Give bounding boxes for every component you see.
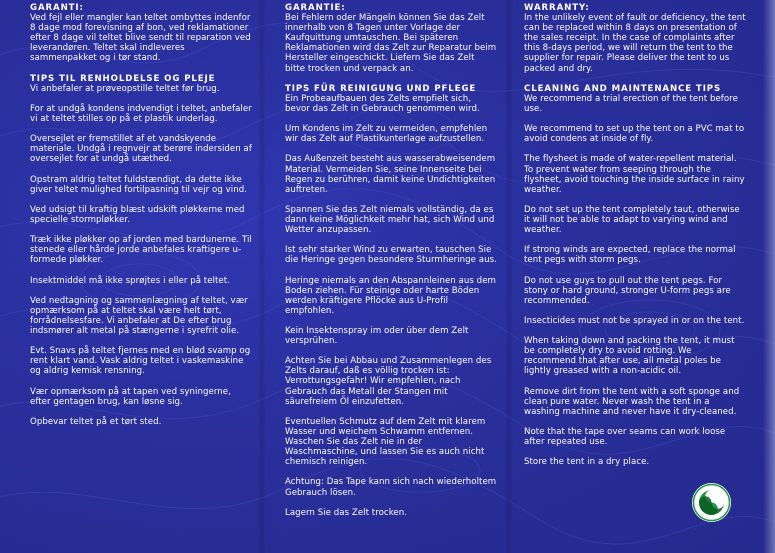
paragraph: Do not use guys to pull out the tent pegs. For stony or hard ground, stronger U-form pegs are recommended. <box>524 275 731 306</box>
paragraph: Do not set up the tent completely taut, otherwise it will not be able to adapt to varying wind and weather. <box>524 204 740 236</box>
paragraph: Ved nedtagning og sammenlægning af teltet, vær opmærksom på at teltet skal være helt tørt, forrådnelsesfare. Vi anbefaler at De efter brug indsmører alt metal på stængerne i syrefrit olie. <box>30 295 248 336</box>
paragraph: Remove dirt from the tent with a soft sponge and clean pure water. Never wash the tent in a washing machine and never have it dry-cleaned. <box>524 386 740 417</box>
paragraph: Spannen Sie das Zelt niemals vollständig, da es dann keine Möglichkeit mehr hat, sich Wind und Wetter anzupassen. <box>285 204 495 236</box>
paragraph: Opbevar teltet på et tørt sted. <box>30 416 162 427</box>
paragraph: Ved udsigt til kraftig blæst udskift pløkkerne med specielle stormpløkker. <box>30 204 245 225</box>
warranty-heading-german: GARANTIE: <box>285 3 346 13</box>
paragraph: Ist sehr starker Wind zu erwarten, tauschen Sie die Heringe gegen besondere Sturmheringe aus. <box>285 245 497 266</box>
paragraph: Insektmiddel må ikke sprøjtes i eller på teltet. <box>30 275 230 286</box>
german-column <box>285 3 497 528</box>
paragraph: Note that the tape over seams can work loose after repeated use. <box>524 426 726 448</box>
paragraph: Das Außenzeit besteht aus wasserabweisendem Material. Vermeiden Sie, seine Innenseite bei Regen zu berühren, damit keine Undichtigkeiten auftreten. <box>285 154 496 195</box>
paragraph: Achten Sie bei Abbau und Zusammenlegen des Zelts darauf, daß es völlig trocken ist: Verrottungsgefahr! Wir empfehlen, nach Gebrauch das Metall der Stangen mit säurefreiem Öl einzufetten. <box>285 356 492 407</box>
fold-line-right <box>505 0 513 553</box>
tips-heading-german: TIPS FÜR REINIGUNG UND PFLEGE <box>285 83 477 94</box>
tips-heading-english: CLEANING AND MAINTENANCE TIPS <box>524 83 722 94</box>
paper-edge <box>763 0 775 553</box>
paragraph: Oversejlet er fremstillet af et vandskyende materiale. Undgå i regnvejr at berøre indersiden af oversejlet for at undgå utæthed. <box>30 134 252 165</box>
warranty-text-danish: Ved fejl eller mangler kan teltet ombyttes indenfor 8 dage mod forevisning af bon, ved reklamationer efter 8 dage vil teltet blive sendt til reparation ved leverandøren. Teltet skal indleveres sammenpakket og i tør stand. <box>30 13 251 64</box>
paragraph: For at undgå kondens indvendigt i teltet, anbefaler vi at teltet stilles op på et plastik underlag. <box>30 103 252 125</box>
tips-heading-danish: TIPS TIL RENHOLDELSE OG PLEJE <box>30 73 216 84</box>
paragraph: Lagern Sie das Zelt trocken. <box>285 507 408 518</box>
paragraph: When taking down and packing the tent, it must be completely dry to avoid rotting. We recommend that after use, all metal poles be lightly greased with a non-acidic oil. <box>524 336 735 377</box>
warranty-text-english: In the unlikely event of fault or deficiency, the tent can be replaced within 8 days on presentation of the sales receipt. In the case of complaints after this 8-days period, we will return the tent to the supplier for repair. Please deliver the tent to us packed and dry. <box>524 13 746 74</box>
paragraph: Insecticides must not be sprayed in or on the tent. <box>524 315 745 326</box>
paragraph: Achtung: Das Tape kann sich nach wiederholtem Gebrauch lösen. <box>285 477 497 498</box>
green-dot-recycling-icon <box>692 483 731 522</box>
paragraph: Vi anbefaler at prøveopstille teltet før brug. <box>30 83 220 94</box>
danish-column <box>30 3 252 437</box>
warranty-text-german: Bei Fehlern oder Mängeln können Sie das Zelt innerhalb von 8 Tagen unter Vorlage der Kaufquittung umtauschen. Bei späteren Reklamationen wird das Zelt zur Reparatur beim Hersteller eingeschickt. Liefern Sie das Zelt bitte trocken und verpack an. <box>285 13 497 74</box>
warranty-heading-english: WARRANTY: <box>524 3 590 13</box>
paragraph: Heringe niemals an den Abspannleinen aus dem Boden ziehen. Für steinige oder harte Böden werden kräftigere Pflöcke aus U-Profil empfohlen. <box>285 275 496 316</box>
warranty-heading-danish: GARANTI: <box>30 3 84 13</box>
paragraph: If strong winds are expected, replace the normal tent pegs with storm pegs. <box>524 245 736 266</box>
paragraph: Eventuellen Schmutz auf dem Zelt mit klarem Wasser und weichem Schwamm entfernen. Waschen Sie das Zelt nie in der Waschmaschine, und lassen Sie es auch nicht chemisch reinigen. <box>285 416 486 468</box>
paragraph: We recommend to set up the tent on a PVC mat to avoid condens at inside of fly. <box>524 124 745 145</box>
fold-line-left <box>258 0 266 553</box>
paragraph: Kein Insektenspray im oder über dem Zelt versprühen. <box>285 326 469 347</box>
paragraph: Store the tent in a dry place. <box>524 457 650 468</box>
paragraph: The flysheet is made of water-repellent material. To prevent water from seeping through the flysheet, avoid touching the inside surface in rainy weather. <box>524 154 745 195</box>
paragraph: Vær opmærksom på at tapen ved syningerne, efter gentagen brug, kan løsne sig. <box>30 386 231 407</box>
paragraph: Ein Probeaufbauen des Zelts empfielt sich, bevor das Zelt in Gebrauch genommen wird. <box>285 93 480 114</box>
paragraph: Træk ikke pløkker op af jorden med bardunerne. Til stenede eller hårde jorde anbefales kraftigere u-formede pløkker. <box>30 235 252 266</box>
english-column <box>524 3 746 477</box>
paragraph: We recommend a trial erection of the tent before use. <box>524 93 738 114</box>
paragraph: Opstram aldrig teltet fuldstændigt, da dette ikke giver teltet mulighed fortilpasning til vejr og vind. <box>30 174 247 195</box>
paragraph: Um Kondens im Zelt zu vermeiden, empfehlen wir das Zelt auf Plastikunterlage aufzustellen. <box>285 124 488 145</box>
paragraph: Evt. Snavs på teltet fjernes med en blød svamp og rent klart vand. Vask aldrig teltet i vaskemaskine og aldrig kemisk rensning. <box>30 346 251 377</box>
